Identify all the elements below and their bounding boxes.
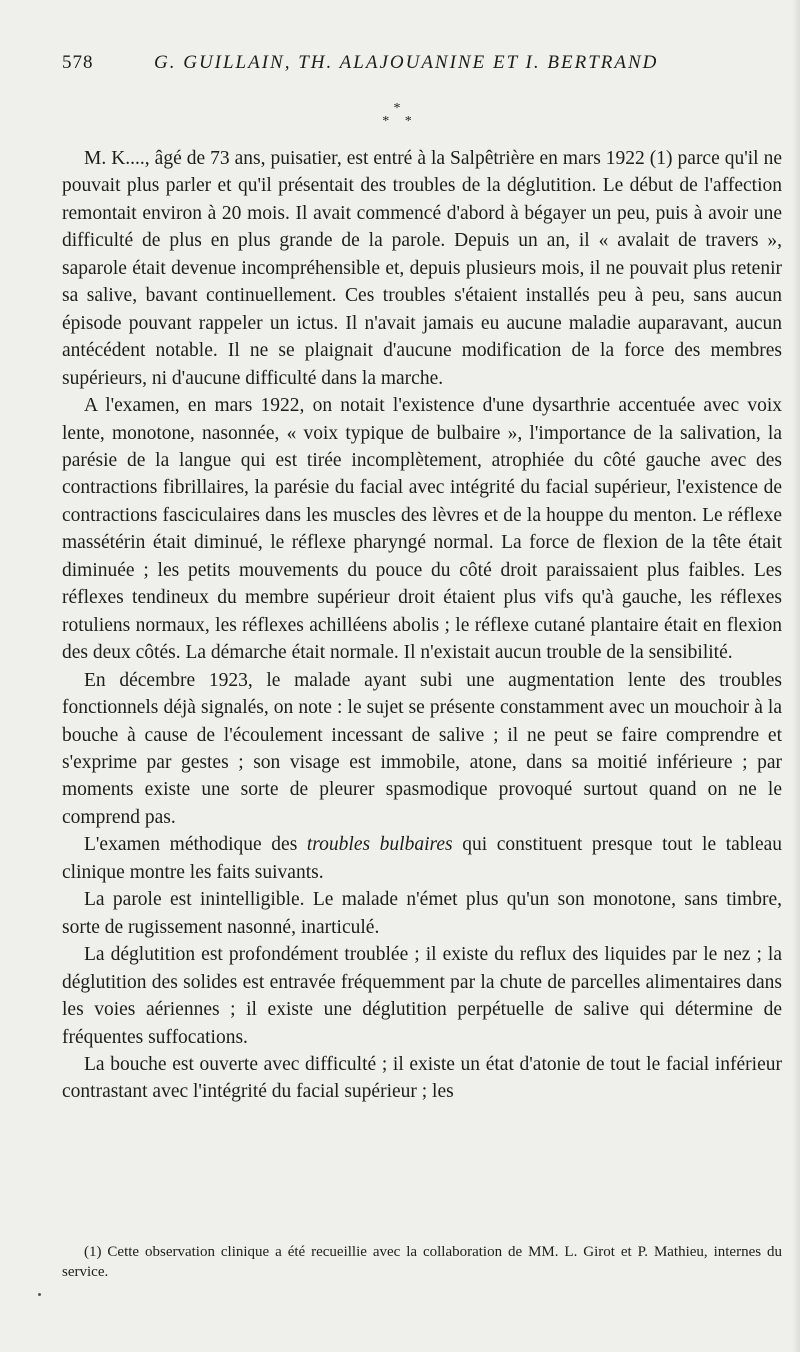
section-separator [0, 102, 800, 128]
separator-top: * [393, 101, 407, 116]
ink-speck [38, 1293, 41, 1296]
paragraph-text: L'examen méthodique des [84, 834, 307, 856]
paragraph [62, 145, 782, 392]
page-header [62, 52, 700, 82]
paragraph-text: M. K...., âgé de 73 ans, puisatier, est entré à la Salpêtrière en mars 1922 (1) parce qu'il ne pouvait plus parler et qu'il présentait des troubles de la déglutition. Le début de l'affection remontait environ à 20 mois. Il avait commencé d'abord à bégayer un peu, puis à avoir une difficulté de plus en plus grande de la parole. Depuis un an, il « avalait de travers », saparole était devenue incompréhensible et, depuis plusieurs mois, il ne pouvait plus retenir sa salive, bavant continuellement. Ces troubles s'étaient installés peu à peu, sans aucun épisode pouvant rappeler un ictus. Il n'avait jamais eu aucune maladie auparavant, aucun antécédent notable. Il ne se plaignait d'aucune modification de la force des membres supérieurs, ni d'aucune difficulté dans la marche. [62, 148, 782, 389]
separator-bottom: * * [382, 114, 418, 129]
paragraph-text: La déglutition est profondément troublée ; il existe du reflux des liquides par le nez ; la déglutition des solides est entravée fréquemment par la chute de parcelles alimentaires dans les voies aériennes ; il existe une déglutition perpétuelle de salive qui détermine de fréquentes suffocations. [62, 944, 782, 1048]
paragraph [62, 667, 782, 832]
emphasis-text: troubles bulbaires [306, 834, 453, 856]
paragraph [62, 941, 782, 1051]
page-edge-shadow [792, 0, 800, 1352]
paragraph-text: La parole est inintelligible. Le malade n'émet plus qu'un son monotone, sans timbre, sorte de rugissement nasonné, inarticulé. [62, 889, 782, 938]
running-head: G. GUILLAIN, TH. ALAJOUANINE ET I. BERTRAND [154, 52, 659, 73]
paragraph [62, 1051, 782, 1106]
body-text [62, 145, 782, 1106]
paragraph-text: En décembre 1923, le malade ayant subi une augmentation lente des troubles fonctionnels déjà signalés, on note : le sujet se présente constamment avec un mouchoir à la bouche à cause de l'écoulement incessant de salive ; il ne peut se faire comprendre et s'exprime par gestes ; son visage est immobile, atone, dans sa moitié inférieure ; par moments existe une sorte de pleurer spasmodique provoqué surtout quand on ne le comprend pas. [62, 669, 782, 828]
paragraph [62, 831, 782, 886]
paragraph-text: A l'examen, en mars 1922, on notait l'existence d'une dysarthrie accentuée avec voix lente, monotone, nasonnée, « voix typique de bulbaire », l'importance de la salivation, la parésie de la langue qui est tirée incomplètement, atrophiée du côté gauche avec des contractions fibrillaires, la parésie du facial avec intégrité du facial supérieur, l'existence de contractions fasciculaires dans les muscles des lèvres et de la houppe du menton. Le réflexe massétérin était diminué, le réflexe pharyngé normal. La force de flexion de la tête était diminuée ; les petits mouvements du pouce du côté droit paraissaient plus faibles. Les réflexes tendineux du membre supérieur droit étaient plus vifs qu'à gauche, les réflexes rotuliens normaux, les réflexes achilléens abolis ; le réflexe cutané plantaire était en flexion des deux côtés. La démarche était normale. Il n'existait aucun trouble de la sensibilité. [62, 395, 782, 664]
paragraph [62, 392, 782, 667]
paragraph [62, 886, 782, 941]
paragraph-text: qui constituent presque tout le tableau clinique montre les faits suivants. [62, 834, 782, 883]
paragraph-text: La bouche est ouverte avec difficulté ; il existe un état d'atonie de tout le facial inférieur contrastant avec l'intégrité du facial supérieur ; les [62, 1053, 782, 1103]
page-number: 578 [62, 52, 94, 73]
footnote: (1) Cette observation clinique a été recueillie avec la collaboration de MM. L. Girot et P. Mathieu, internes du service. [62, 1244, 782, 1280]
